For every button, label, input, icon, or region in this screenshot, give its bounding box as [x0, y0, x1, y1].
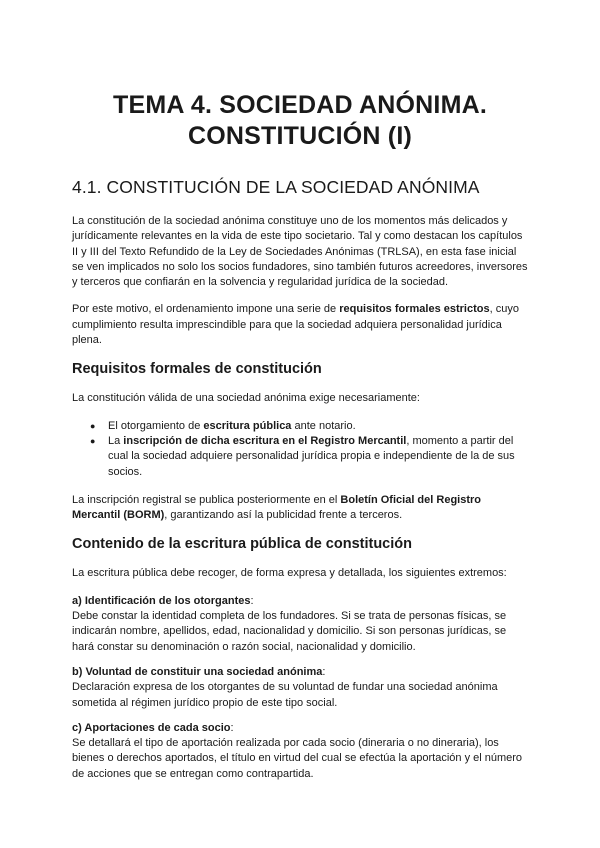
list-item: [90, 434, 528, 480]
extreme-b: [72, 665, 528, 711]
extreme-b-title: b) Voluntad de constituir una sociedad anónima: [72, 665, 323, 678]
intro-paragraph-1: La constitución de la sociedad anónima constituye uno de los momentos más delicados y jurídicamente relevantes en la vida de este tipo societario. Tal y como destacan los capítulos II y III del Texto Refundido de la Ley de Sociedades Anónimas (TRLSA), en esta fase inicial se ven implicados no solo los socios fundadores, sino también futuros acreedores, inversores y terceros que confiarán en la solvencia y regularidad jurídica de la sociedad.: [72, 215, 528, 289]
requisitos-list: [72, 419, 528, 480]
bullet-2-bold: inscripción de dicha escritura en el Registro Mercantil: [123, 434, 407, 447]
intro-p2-text-end: , cuyo cumplimiento resulta imprescindible para que la sociedad adquiera personalidad jurídica plena.: [72, 303, 519, 347]
extreme-a: [72, 594, 528, 655]
title-line-2: CONSTITUCIÓN (I): [187, 122, 412, 150]
bullet-2-text: La: [108, 434, 124, 447]
extreme-c-title: c) Aportaciones de cada socio: [72, 721, 231, 734]
requisitos-lead: La constitución válida de una sociedad anónima exige necesariamente:: [72, 392, 420, 405]
contenido-heading: Contenido de la escritura pública de constitución: [72, 536, 412, 553]
bullet-2-text-end: , momento a partir del cual la sociedad adquiere personalidad jurídica propia e independiente de la de sus socios.: [108, 434, 515, 478]
intro-p2-text: Por este motivo, el ordenamiento impone una serie de: [72, 303, 340, 316]
extreme-a-text: Debe constar la identidad completa de los fundadores. Si se trata de personas físicas, se indicarán nombre, apellidos, edad, nacionalidad y domicilio. Si son personas jurídicas, se hará constar su denominación o razón social, nacionalidad y domicilio.: [72, 610, 507, 653]
document-title: [72, 90, 528, 152]
extreme-b-label: [72, 665, 528, 680]
extreme-a-title: a) Identificación de los otorgantes: [72, 594, 251, 607]
note-bold: Boletín Oficial del Registro Mercantil (BORM): [72, 493, 481, 522]
bullet-icon: ●: [90, 435, 96, 446]
extreme-a-label: [72, 594, 528, 609]
extreme-c-colon: :: [230, 721, 234, 734]
bullet-1-text: El otorgamiento de: [108, 419, 204, 432]
title-line-1: TEMA 4. SOCIEDAD ANÓNIMA.: [113, 91, 487, 119]
bullet-1-bold: escritura pública: [203, 419, 292, 432]
bullet-icon: ●: [90, 420, 96, 431]
contenido-lead: La escritura pública debe recoger, de forma expresa y detallada, los siguientes extremos:: [72, 567, 507, 580]
extreme-a-colon: :: [250, 594, 254, 607]
list-item: [90, 419, 528, 434]
requisitos-note: [72, 493, 528, 524]
section-heading: 4.1. CONSTITUCIÓN DE LA SOCIEDAD ANÓNIMA: [72, 177, 480, 197]
intro-p2-bold: requisitos formales estrictos: [339, 303, 490, 316]
intro-paragraph-2: [72, 302, 528, 348]
note-text: La inscripción registral se publica posteriormente en el: [72, 493, 341, 506]
extreme-b-colon: :: [322, 665, 326, 678]
bullet-1-text-end: ante notario.: [291, 419, 356, 432]
requisitos-heading: Requisitos formales de constitución: [72, 361, 322, 378]
extreme-c-text: Se detallará el tipo de aportación realizada por cada socio (dineraria o no dineraria), los bienes o derechos aportados, el título en virtud del cual se efectúa la aportación y el número de acciones que se entregan como contrapartida.: [72, 737, 523, 780]
note-text-end: , garantizando así la publicidad frente a terceros.: [164, 509, 403, 522]
extreme-c-label: [72, 721, 528, 736]
extreme-c: [72, 721, 528, 782]
extreme-b-text: Declaración expresa de los otorgantes de su voluntad de fundar una sociedad anónima sometida al régimen jurídico propio de este tipo social.: [72, 681, 498, 709]
